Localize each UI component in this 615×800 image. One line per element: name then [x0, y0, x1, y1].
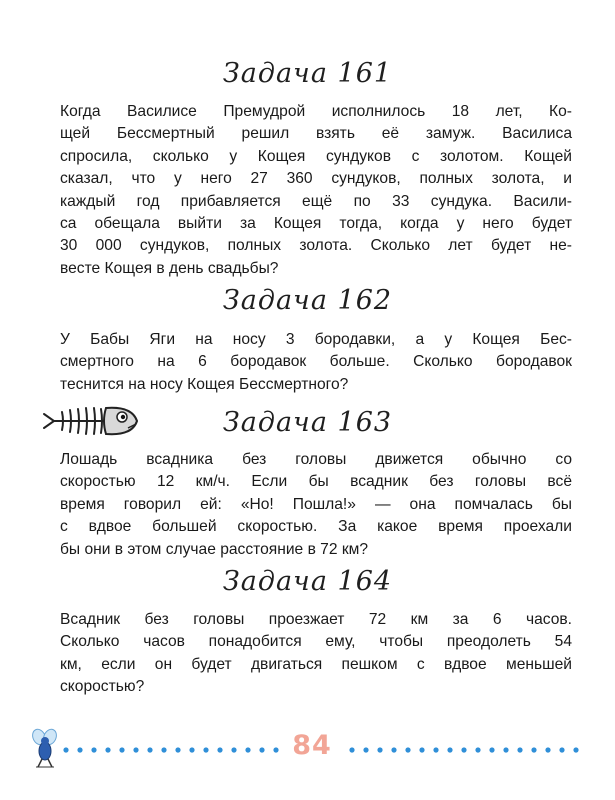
text-line: са обещала выйти за Кощея тогда, когда у него будет: [60, 215, 572, 233]
footer-dot: [119, 747, 124, 752]
text-line: бы они в этом случае расстояние в 72 км?: [60, 540, 369, 558]
text-line: скоростью 12 км/ч. Если бы всадник без головы всё: [60, 473, 572, 491]
footer-dot: [517, 747, 522, 752]
text-line: весте Кощея в день свадьбы?: [60, 259, 279, 277]
footer-dot: [175, 747, 180, 752]
footer-dot: [77, 747, 82, 752]
text-line: км, если он будет двигаться пешком с вдвое меньшей: [60, 655, 572, 673]
footer-dot: [217, 747, 222, 752]
text-line: Сколько часов понадобится ему, чтобы преодолеть 54: [60, 633, 572, 651]
footer-dot: [203, 747, 208, 752]
task-161-title: Задача 161: [222, 58, 393, 89]
text-line: время говорил ей: «Но! Пошла!» — она помчалась бы: [60, 495, 572, 513]
footer-dot: [559, 747, 564, 752]
task-162-title: Задача 162: [222, 285, 393, 316]
footer-dot: [245, 747, 250, 752]
footer-dot: [489, 747, 494, 752]
task-164-title: Задача 164: [222, 566, 393, 597]
footer-dot: [447, 747, 452, 752]
text-line: Лошадь всадника без головы движется обычно со: [60, 451, 572, 468]
text-line: Всадник без головы проезжает 72 км за 6 часов.: [60, 611, 572, 628]
text-line: с вдвое большей скоростью. За какое время проехали: [60, 518, 572, 536]
footer-dot: [419, 747, 424, 752]
text-line: смертного на 6 бородавок больше. Сколько бородавок: [60, 353, 572, 371]
text-line: сказал, что у него 27 360 сундуков, полных золота, и: [60, 170, 572, 188]
footer-dot: [105, 747, 110, 752]
dotted-line-right: [349, 747, 578, 752]
footer-dot: [475, 747, 480, 752]
footer-dot: [189, 747, 194, 752]
text-line: 30 000 сундуков, полных золота. Сколько лет будет не-: [60, 237, 572, 255]
footer-dot: [433, 747, 438, 752]
dotted-line-left: [63, 747, 278, 752]
footer-dot: [503, 747, 508, 752]
text-line: теснится на носу Кощея Бессмертного?: [60, 375, 349, 393]
footer-dot: [363, 747, 368, 752]
footer-dot: [405, 747, 410, 752]
footer-dot: [573, 747, 578, 752]
footer-dot: [391, 747, 396, 752]
task-163-text: [60, 449, 572, 561]
footer-dot: [147, 747, 152, 752]
text-line: скоростью?: [60, 678, 145, 696]
text-line: Когда Василисе Премудрой исполнилось 18 лет, Ко-: [60, 103, 572, 120]
fly-icon: [30, 727, 59, 767]
footer-dot: [91, 747, 96, 752]
task-161-text: [60, 101, 572, 280]
footer-dot: [63, 747, 68, 752]
footer-dot: [231, 747, 236, 752]
footer-dot: [161, 747, 166, 752]
footer-dot: [461, 747, 466, 752]
task-162-text: [60, 329, 572, 396]
footer-dot: [349, 747, 354, 752]
text-line: спросила, сколько у Кощея сундуков с золотом. Кощей: [60, 147, 572, 165]
text-line: У Бабы Яги на носу 3 бородавки, а у Кощея Бес-: [60, 331, 572, 348]
text-line: каждый год прибавляется ещё по 33 сундука. Васили-: [60, 192, 572, 210]
task-164-text: [60, 609, 572, 699]
footer-dot: [531, 747, 536, 752]
footer-dot: [273, 747, 278, 752]
task-163-title: Задача 163: [222, 407, 393, 438]
footer-dot: [377, 747, 382, 752]
footer-dot: [545, 747, 550, 752]
text-line: щей Бессмертный решил взять её замуж. Василиса: [60, 125, 572, 143]
page-number: 84: [292, 730, 332, 761]
footer-dot: [259, 747, 264, 752]
footer-dot: [133, 747, 138, 752]
